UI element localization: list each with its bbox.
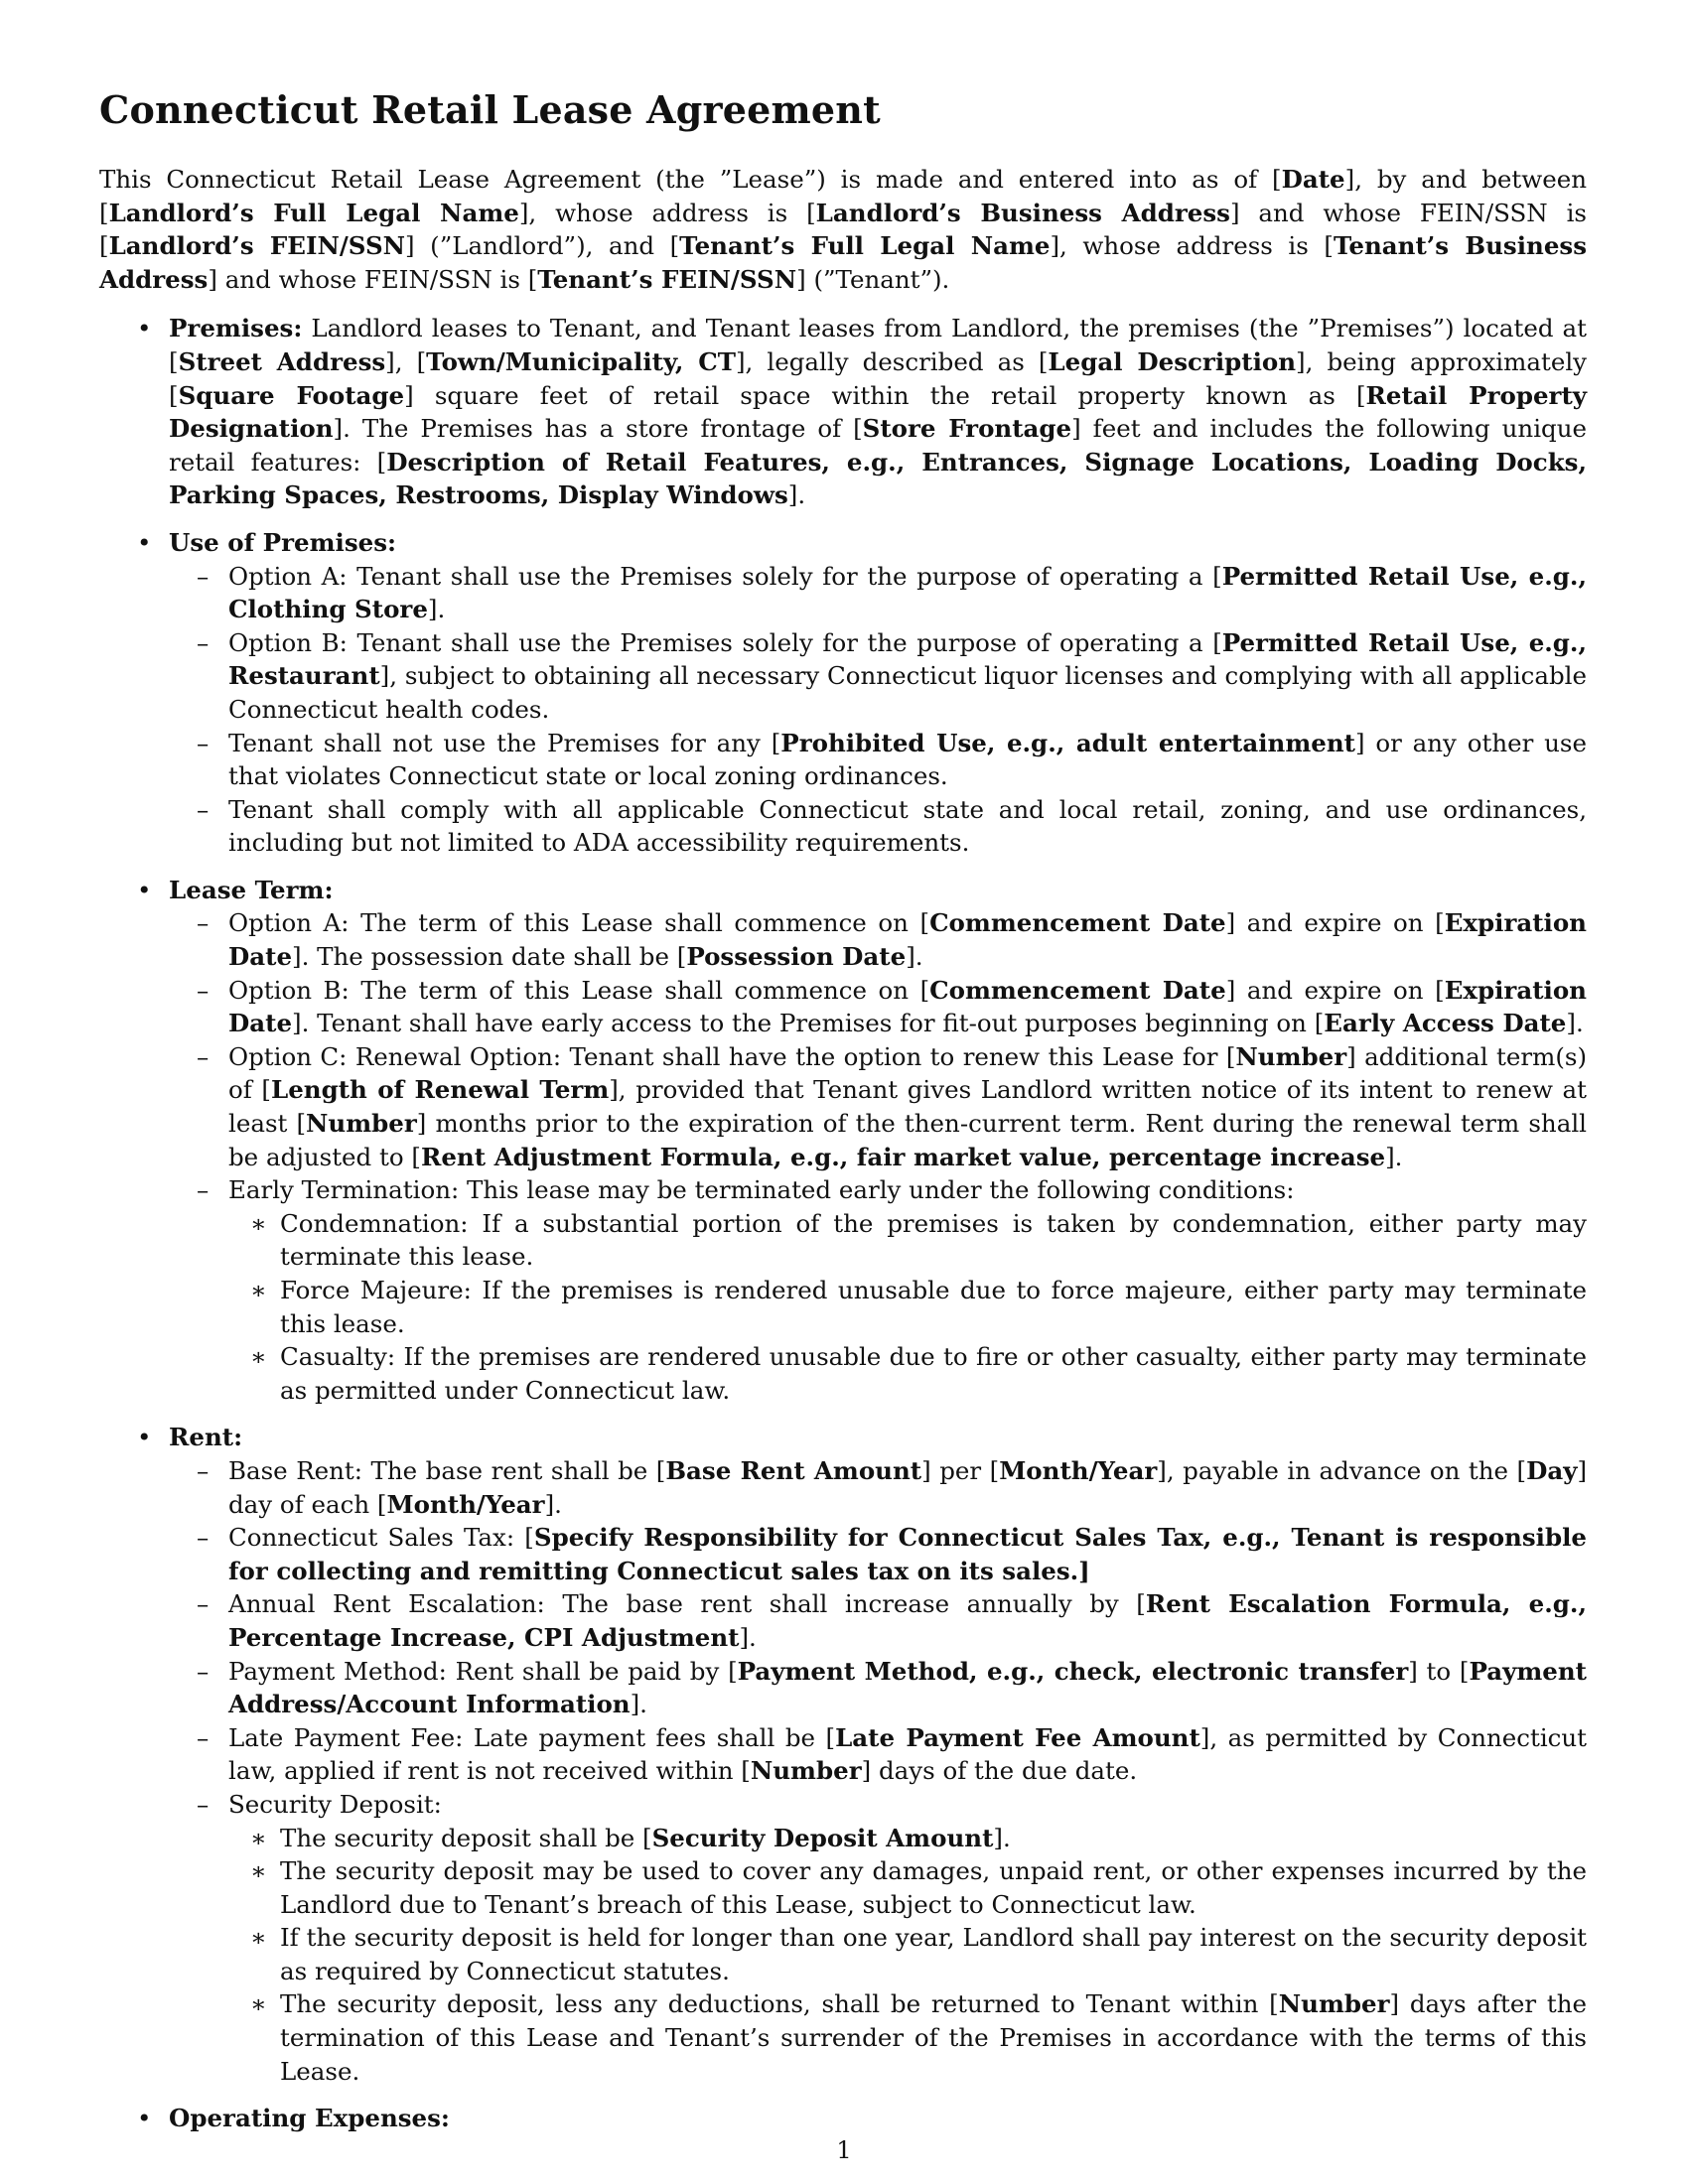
placeholder-field: Number <box>1278 1989 1390 2019</box>
placeholder-field: Street Address <box>178 346 386 376</box>
subclause-item: ∗ Force Majeure: If the premises is rendered unusable due to force majeure, either party may terminate this lease. <box>228 1274 1587 1340</box>
placeholder-field: Expiration Date <box>228 975 1587 1038</box>
section-item <box>99 1421 1587 2088</box>
document-title: Connecticut Retail Lease Agreement <box>99 87 881 132</box>
placeholder-field: Prohibited Use, e.g., adult entertainment <box>780 728 1355 757</box>
intro-paragraph: This Connecticut Retail Lease Agreement (the ”Lease”) is made and entered into as of [Date], by and between [Landlord’s Full Legal Name], whose address is [Landlord’s Business Address] and whose FEIN/SSN is [Landlord’s FEIN/SSN] (”Landlord”), and [Tenant’s Full Legal Name], whose address is [Tenant’s Business Address] and whose FEIN/SSN is [Tenant’s FEIN/SSN] (”Tenant”). <box>99 165 1587 294</box>
placeholder-field: Landlord’s FEIN/SSN <box>108 231 406 261</box>
placeholder-field: Rent Escalation Formula, e.g., Percentage Increase, CPI Adjustment <box>228 1589 1587 1652</box>
placeholder-field: Commencement Date <box>929 908 1226 938</box>
clause-item: – Tenant shall comply with all applicable Connecticut state and local retail, zoning, and use ordinances, including but not limited to ADA accessibility requirements. <box>169 793 1587 860</box>
clause-item: – Option A: Tenant shall use the Premises solely for the purpose of operating a [Permitted Retail Use, e.g., Clothing Store]. <box>169 560 1587 626</box>
placeholder-field: Retail Property Designation <box>169 380 1588 444</box>
section-item <box>99 874 1587 1408</box>
placeholder-field: Month/Year <box>386 1489 545 1519</box>
placeholder-field: Legal Description <box>1048 346 1297 376</box>
section-heading: Rent: <box>169 1423 243 1452</box>
subclause-list <box>228 1207 1587 1408</box>
placeholder-field: Permitted Retail Use, e.g., Restaurant <box>228 627 1587 691</box>
document-page <box>99 87 1587 2149</box>
clause-list <box>169 560 1587 860</box>
clause-item: – Payment Method: Rent shall be paid by [Payment Method, e.g., check, electronic transfer] to [Payment Address/Account Information]. <box>169 1655 1587 1721</box>
clause-list <box>169 1454 1587 2088</box>
clause-item: – Early Termination: This lease may be terminated early under the following conditions: ∗ Condemnation: If a substantial portion of the premises is taken by condemnation, either party may terminate this lease. ∗ Force Majeure: If the premises is rendered unusable due to force majeure, either party may terminate this lease. ∗ Casualty: If the premises are rendered unusable due to fire or other casualty, either party may terminate as permitted under Connecticut law. <box>169 1173 1587 1407</box>
section-heading: Operating Expenses: <box>169 2104 450 2133</box>
section-list <box>99 312 1587 2134</box>
placeholder-field: Town/Municipality, CT <box>426 346 736 376</box>
clause-item: – Base Rent: The base rent shall be [Base Rent Amount] per [Month/Year], payable in advance on the [Day] day of each [Month/Year]. <box>169 1454 1587 1521</box>
clause-item: – Security Deposit: ∗ The security deposit shall be [Security Deposit Amount]. ∗ The security deposit may be used to cover any damages, unpaid rent, or other expenses incurred by the Landlord due to Tenant’s breach of this Lease, subject to Connecticut law. ∗ If the security deposit is held for longer than one year, Landlord shall pay interest on the security deposit as required by Connecticut statutes. ∗ The security deposit, less any deductions, shall be returned to Tenant within [Number] days after the termination of this Lease and Tenant’s surrender of the Premises in accordance with the terms of this Lease. <box>169 1788 1587 2088</box>
placeholder-field: Early Access Date <box>1324 1009 1567 1038</box>
clause-item: – Option C: Renewal Option: Tenant shall have the option to renew this Lease for [Number] additional term(s) of [Length of Renewal Term], provided that Tenant gives Landlord written notice of its intent to renew at least [Number] months prior to the expiration of the then-current term. Rent during the renewal term shall be adjusted to [Rent Adjustment Formula, e.g., fair market value, percentage increase]. <box>169 1040 1587 1173</box>
section-body: Landlord leases to Tenant, and Tenant leases from Landlord, the premises (the ”Premises”) located at [Street Address], [Town/Municipality, CT], legally described as [Legal Description], being approximately [Square Footage] square feet of retail space within the retail property known as [Retail Property Designation]. The Premises has a store frontage of [Store Frontage] feet and includes the following unique retail features: [Description of Retail Features, e.g., Entrances, Signage Locations, Loading Docks, Parking Spaces, Restrooms, Display Windows]. <box>169 314 1588 510</box>
clause-item: – Late Payment Fee: Late payment fees shall be [Late Payment Fee Amount], as permitted by Connecticut law, applied if rent is not received within [Number] days of the due date. <box>169 1721 1587 1788</box>
clause-item: – Option B: Tenant shall use the Premises solely for the purpose of operating a [Permitted Retail Use, e.g., Restaurant], subject to obtaining all necessary Connecticut liquor licenses and complying with all applicable Connecticut health codes. <box>169 626 1587 727</box>
placeholder-field: Late Payment Fee Amount <box>835 1722 1200 1752</box>
placeholder-field: Specify Responsibility for Connecticut Sales Tax, e.g., Tenant is responsible for collecting and remitting Connecticut sales tax on its sales.] <box>228 1523 1587 1585</box>
clause-list <box>169 906 1587 1407</box>
section-heading: Lease Term: <box>169 875 334 904</box>
section-item <box>99 526 1587 860</box>
placeholder-field: Security Deposit Amount <box>651 1823 994 1852</box>
placeholder-field: Tenant’s FEIN/SSN <box>537 264 797 294</box>
placeholder-field: Landlord’s Full Legal Name <box>108 198 519 227</box>
page-number: 1 <box>836 2136 852 2164</box>
placeholder-field: Number <box>750 1756 862 1786</box>
section-heading: Use of Premises: <box>169 527 397 557</box>
clause-item: – Tenant shall not use the Premises for any [Prohibited Use, e.g., adult entertainment] or any other use that violates Connecticut state or local zoning ordinances. <box>169 727 1587 793</box>
placeholder-field: Possession Date <box>686 942 907 972</box>
placeholder-field: Square Footage <box>178 380 405 410</box>
placeholder-field: Length of Renewal Term <box>270 1075 610 1105</box>
placeholder-field: Permitted Retail Use, e.g., Clothing Store <box>228 561 1587 624</box>
placeholder-field: Rent Adjustment Formula, e.g., fair market value, percentage increase <box>420 1142 1386 1171</box>
placeholder-field: Month/Year <box>999 1455 1158 1485</box>
placeholder-field: Base Rent Amount <box>665 1455 922 1485</box>
placeholder-field: Payment Address/Account Information <box>228 1656 1587 1719</box>
subclause-item: ∗ The security deposit shall be [Security Deposit Amount]. <box>228 1822 1587 1855</box>
subclause-item: ∗ If the security deposit is held for longer than one year, Landlord shall pay interest on the security deposit as required by Connecticut statutes. <box>228 1921 1587 1987</box>
subclause-item: ∗ The security deposit may be used to cover any damages, unpaid rent, or other expenses incurred by the Landlord due to Tenant’s breach of this Lease, subject to Connecticut law. <box>228 1854 1587 1921</box>
placeholder-field: Number <box>1235 1041 1347 1071</box>
clause-item: – Option A: The term of this Lease shall commence on [Commencement Date] and expire on [Expiration Date]. The possession date shall be [Possession Date]. <box>169 906 1587 973</box>
subclause-list <box>228 1822 1587 2089</box>
clause-item: – Option B: The term of this Lease shall commence on [Commencement Date] and expire on [Expiration Date]. Tenant shall have early access to the Premises for fit-out purposes beginning on [Early Access Date]. <box>169 974 1587 1040</box>
section-item <box>99 312 1587 512</box>
section-heading: Premises: <box>169 314 303 343</box>
placeholder-field: Number <box>306 1109 417 1139</box>
placeholder-field: Tenant’s Full Legal Name <box>679 231 1051 261</box>
placeholder-field: Payment Method, e.g., check, electronic transfer <box>737 1656 1409 1686</box>
subclause-item: ∗ Condemnation: If a substantial portion of the premises is taken by condemnation, either party may terminate this lease. <box>228 1207 1587 1274</box>
placeholder-field: Date <box>1281 165 1345 194</box>
placeholder-field: Description of Retail Features, e.g., Entrances, Signage Locations, Loading Docks, Parking Spaces, Restrooms, Display Windows <box>169 447 1587 510</box>
placeholder-field: Expiration Date <box>228 908 1587 972</box>
section-item <box>99 2102 1587 2135</box>
placeholder-field: Landlord’s Business Address <box>815 198 1230 227</box>
clause-item: – Connecticut Sales Tax: [Specify Responsibility for Connecticut Sales Tax, e.g., Tenant is responsible for collecting and remitting Connecticut sales tax on its sales.] <box>169 1521 1587 1587</box>
subclause-item: ∗ The security deposit, less any deductions, shall be returned to Tenant within [Number] days after the termination of this Lease and Tenant’s surrender of the Premises in accordance with the terms of this Lease. <box>228 1987 1587 2088</box>
subclause-item: ∗ Casualty: If the premises are rendered unusable due to fire or other casualty, either party may terminate as permitted under Connecticut law. <box>228 1340 1587 1407</box>
placeholder-field: Day <box>1526 1455 1578 1485</box>
placeholder-field: Tenant’s Business Address <box>99 231 1587 294</box>
placeholder-field: Commencement Date <box>929 975 1226 1005</box>
placeholder-field: Store Frontage <box>862 414 1072 444</box>
clause-item: – Annual Rent Escalation: The base rent shall increase annually by [Rent Escalation Formula, e.g., Percentage Increase, CPI Adjustment]. <box>169 1587 1587 1654</box>
